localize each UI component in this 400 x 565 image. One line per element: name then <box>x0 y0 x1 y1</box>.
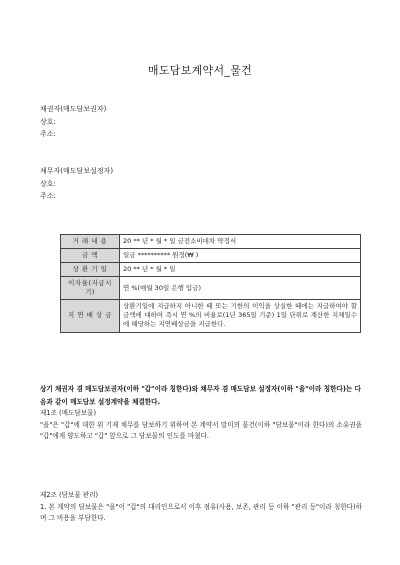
table-row <box>61 235 361 249</box>
article-1 <box>40 408 362 443</box>
interest-rate-label: 이자율(지급시기) <box>61 277 120 300</box>
table-row <box>61 277 361 300</box>
amount-value: 일금 ********** 원정(₩ ) <box>120 249 361 263</box>
article-2-body: 1. 본 계약의 담보물은 "을"이 "갑"의 대리인으로서 이후 점유(사용, 보존, 관리 등 이하 "관리 등"이라 칭한다)하며 그 비용을 부담한다. <box>40 503 362 523</box>
interest-rate-value: 연 %(매월 30일 은행 입금) <box>120 277 361 300</box>
table-row <box>61 249 361 263</box>
article-2 <box>40 490 362 525</box>
debtor-heading: 채무자(매도담보설정자) <box>40 167 114 175</box>
table-row <box>61 263 361 277</box>
transaction-value: 20 ** 년 * 월 * 일 금전소비대차 약정서 <box>120 235 361 249</box>
late-damages-label: 지 연 배 상 금 <box>61 300 120 333</box>
creditor-block <box>40 103 106 141</box>
amount-label: 금 액 <box>61 249 120 263</box>
debtor-name-label: 상호: <box>40 179 56 188</box>
table-row <box>61 300 361 333</box>
article-2-title: 제2조 (담보물 관리) <box>40 491 99 499</box>
debtor-block <box>40 165 113 203</box>
creditor-name-label: 상호: <box>40 117 56 126</box>
article-1-body: "을"은 "갑"에 대한 위 기재 채무를 담보하기 위하여 본 계약서 말미의 물건(이하 "담보물"이라 한다)의 소유권을 "갑"에게 양도하고 "갑" 앞으로 그 담보물의 인도를 마쳤다. <box>40 421 362 441</box>
document-title: 매도담보계약서_물건 <box>147 64 253 77</box>
repayment-date-label: 상 환 기 일 <box>61 263 120 277</box>
repayment-date-value: 20 ** 년 * 월 * 일 <box>120 263 361 277</box>
contract-terms-table <box>60 234 361 333</box>
article-1-title: 제1조 (매도담보물) <box>40 409 97 417</box>
late-damages-value: 상환기일에 지급하지 아니한 때 또는 기한의 이익을 상실한 때에는 지급하여야 할 금액에 대하여 즉시 연 %의 비율로(1년 365일 기준) 1일 단위로 계산한 지체일수에 해당하는 지연배상금을 지급한다. <box>120 300 361 333</box>
creditor-address-label: 주소: <box>40 130 56 138</box>
creditor-heading: 채권자(매도담보권자) <box>40 105 107 113</box>
transaction-label: 거 래 내 용 <box>61 235 120 249</box>
debtor-address-label: 주소: <box>40 192 56 200</box>
contract-declaration: 상기 채권자 겸 매도담보권자(이하 "갑"이라 칭한다)와 채무자 겸 매도담보 설정자(이하 "을"이라 칭한다)는 다음과 같이 매도담보 설정계약을 체결한다. <box>40 385 361 406</box>
